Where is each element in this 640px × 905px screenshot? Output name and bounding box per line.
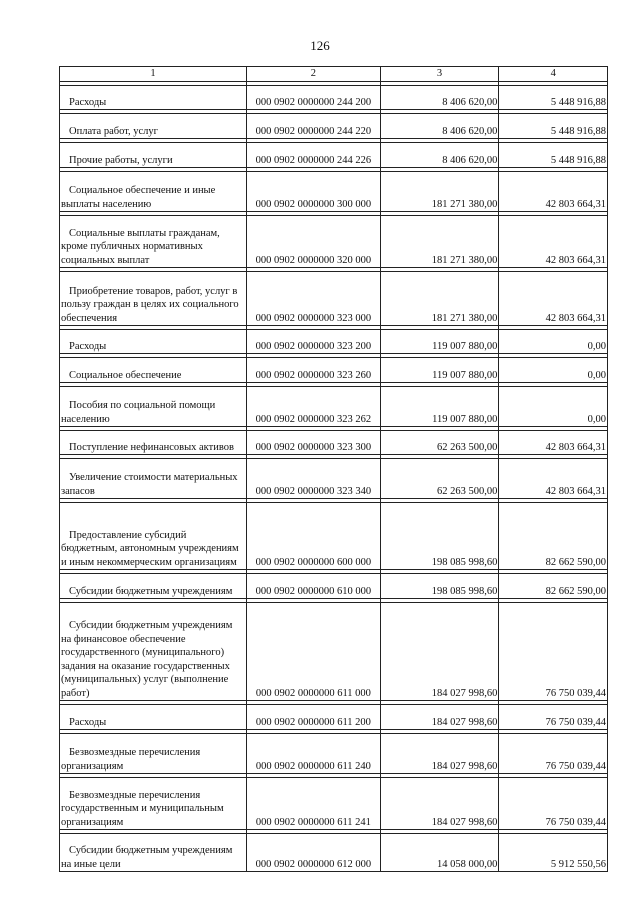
row-value-col4-cell: 76 750 039,44 bbox=[499, 603, 608, 701]
row-code-cell: 000 0902 0000000 323 262 bbox=[247, 387, 381, 427]
row-code-cell: 000 0902 0000000 244 220 bbox=[247, 114, 381, 139]
row-name-cell: Субсидии бюджетным учреждениям bbox=[60, 574, 247, 599]
row-name-cell: Безвозмездные перечисления организациям bbox=[60, 734, 247, 774]
table-row bbox=[60, 574, 608, 599]
row-name-cell: Предоставление субсидий бюджетным, автономным учреждениям и иным некоммерческим организациям bbox=[60, 503, 247, 570]
row-code-cell: 000 0902 0000000 611 000 bbox=[247, 603, 381, 701]
row-value-col4-cell: 5 912 550,56 bbox=[499, 834, 608, 872]
row-code-cell: 000 0902 0000000 320 000 bbox=[247, 216, 381, 268]
table-header-row bbox=[60, 67, 608, 82]
table-row bbox=[60, 603, 608, 701]
row-value-col3-cell: 181 271 380,00 bbox=[380, 172, 499, 212]
row-value-col4-cell: 42 803 664,31 bbox=[499, 172, 608, 212]
row-value-col4-cell: 5 448 916,88 bbox=[499, 86, 608, 110]
row-value-col4-cell: 5 448 916,88 bbox=[499, 143, 608, 168]
row-value-col4-cell: 42 803 664,31 bbox=[499, 272, 608, 326]
row-value-col4-cell: 42 803 664,31 bbox=[499, 459, 608, 499]
row-name-cell: Увеличение стоимости материальных запасов bbox=[60, 459, 247, 499]
row-code-cell: 000 0902 0000000 611 240 bbox=[247, 734, 381, 774]
table-row bbox=[60, 330, 608, 354]
row-name-cell: Социальные выплаты гражданам, кроме публичных нормативных социальных выплат bbox=[60, 216, 247, 268]
row-code-cell: 000 0902 0000000 323 200 bbox=[247, 330, 381, 354]
row-code-cell: 000 0902 0000000 610 000 bbox=[247, 574, 381, 599]
row-code-cell: 000 0902 0000000 244 226 bbox=[247, 143, 381, 168]
table-row bbox=[60, 114, 608, 139]
row-value-col4-cell: 0,00 bbox=[499, 330, 608, 354]
table-row bbox=[60, 431, 608, 455]
row-value-col3-cell: 119 007 880,00 bbox=[380, 330, 499, 354]
row-code-cell: 000 0902 0000000 323 260 bbox=[247, 358, 381, 383]
table-row bbox=[60, 778, 608, 830]
row-value-col4-cell: 82 662 590,00 bbox=[499, 574, 608, 599]
table-row bbox=[60, 834, 608, 872]
column-header-4: 4 bbox=[499, 67, 608, 82]
row-name-cell: Прочие работы, услуги bbox=[60, 143, 247, 168]
row-name-cell: Поступление нефинансовых активов bbox=[60, 431, 247, 455]
row-value-col3-cell: 181 271 380,00 bbox=[380, 216, 499, 268]
row-name-cell: Субсидии бюджетным учреждениям на иные цели bbox=[60, 834, 247, 872]
table-row bbox=[60, 705, 608, 730]
row-value-col4-cell: 5 448 916,88 bbox=[499, 114, 608, 139]
row-name-cell: Оплата работ, услуг bbox=[60, 114, 247, 139]
table-body bbox=[60, 82, 608, 872]
row-value-col3-cell: 8 406 620,00 bbox=[380, 143, 499, 168]
table-row bbox=[60, 216, 608, 268]
table-row bbox=[60, 86, 608, 110]
row-name-cell: Социальное обеспечение bbox=[60, 358, 247, 383]
row-name-cell: Пособия по социальной помощи населению bbox=[60, 387, 247, 427]
table-row bbox=[60, 459, 608, 499]
row-name-cell: Расходы bbox=[60, 330, 247, 354]
row-name-cell: Расходы bbox=[60, 705, 247, 730]
row-value-col4-cell: 76 750 039,44 bbox=[499, 734, 608, 774]
row-value-col4-cell: 76 750 039,44 bbox=[499, 778, 608, 830]
column-header-2: 2 bbox=[247, 67, 381, 82]
table-row bbox=[60, 358, 608, 383]
row-value-col4-cell: 42 803 664,31 bbox=[499, 431, 608, 455]
row-value-col3-cell: 8 406 620,00 bbox=[380, 114, 499, 139]
row-value-col3-cell: 184 027 998,60 bbox=[380, 778, 499, 830]
row-value-col3-cell: 184 027 998,60 bbox=[380, 734, 499, 774]
row-value-col3-cell: 119 007 880,00 bbox=[380, 358, 499, 383]
row-value-col4-cell: 0,00 bbox=[499, 387, 608, 427]
row-code-cell: 000 0902 0000000 244 200 bbox=[247, 86, 381, 110]
row-name-cell: Расходы bbox=[60, 86, 247, 110]
row-value-col4-cell: 82 662 590,00 bbox=[499, 503, 608, 570]
column-header-1: 1 bbox=[60, 67, 247, 82]
row-code-cell: 000 0902 0000000 300 000 bbox=[247, 172, 381, 212]
row-value-col3-cell: 62 263 500,00 bbox=[380, 459, 499, 499]
page-number: 126 bbox=[310, 38, 330, 53]
row-value-col3-cell: 14 058 000,00 bbox=[380, 834, 499, 872]
table-row bbox=[60, 734, 608, 774]
row-value-col3-cell: 198 085 998,60 bbox=[380, 574, 499, 599]
row-value-col3-cell: 198 085 998,60 bbox=[380, 503, 499, 570]
table-row bbox=[60, 272, 608, 326]
row-code-cell: 000 0902 0000000 323 300 bbox=[247, 431, 381, 455]
row-value-col3-cell: 181 271 380,00 bbox=[380, 272, 499, 326]
row-value-col4-cell: 76 750 039,44 bbox=[499, 705, 608, 730]
row-value-col3-cell: 184 027 998,60 bbox=[380, 603, 499, 701]
row-value-col3-cell: 119 007 880,00 bbox=[380, 387, 499, 427]
table-row bbox=[60, 143, 608, 168]
row-code-cell: 000 0902 0000000 323 000 bbox=[247, 272, 381, 326]
table-row bbox=[60, 503, 608, 570]
budget-table bbox=[59, 66, 608, 872]
table-row bbox=[60, 387, 608, 427]
row-code-cell: 000 0902 0000000 611 241 bbox=[247, 778, 381, 830]
row-value-col3-cell: 184 027 998,60 bbox=[380, 705, 499, 730]
row-value-col3-cell: 8 406 620,00 bbox=[380, 86, 499, 110]
row-name-cell: Социальное обеспечение и иные выплаты населению bbox=[60, 172, 247, 212]
row-name-cell: Субсидии бюджетным учреждениям на финансовое обеспечение государственного (муниципального) задания на оказание государственных (муниципальных) услуг (выполнение работ) bbox=[60, 603, 247, 701]
row-name-cell: Приобретение товаров, работ, услуг в пользу граждан в целях их социального обеспечения bbox=[60, 272, 247, 326]
row-name-cell: Безвозмездные перечисления государственным и муниципальным организациям bbox=[60, 778, 247, 830]
row-code-cell: 000 0902 0000000 611 200 bbox=[247, 705, 381, 730]
row-value-col4-cell: 42 803 664,31 bbox=[499, 216, 608, 268]
row-code-cell: 000 0902 0000000 600 000 bbox=[247, 503, 381, 570]
row-code-cell: 000 0902 0000000 612 000 bbox=[247, 834, 381, 872]
row-value-col4-cell: 0,00 bbox=[499, 358, 608, 383]
row-value-col3-cell: 62 263 500,00 bbox=[380, 431, 499, 455]
column-header-3: 3 bbox=[380, 67, 499, 82]
row-code-cell: 000 0902 0000000 323 340 bbox=[247, 459, 381, 499]
table-row bbox=[60, 172, 608, 212]
